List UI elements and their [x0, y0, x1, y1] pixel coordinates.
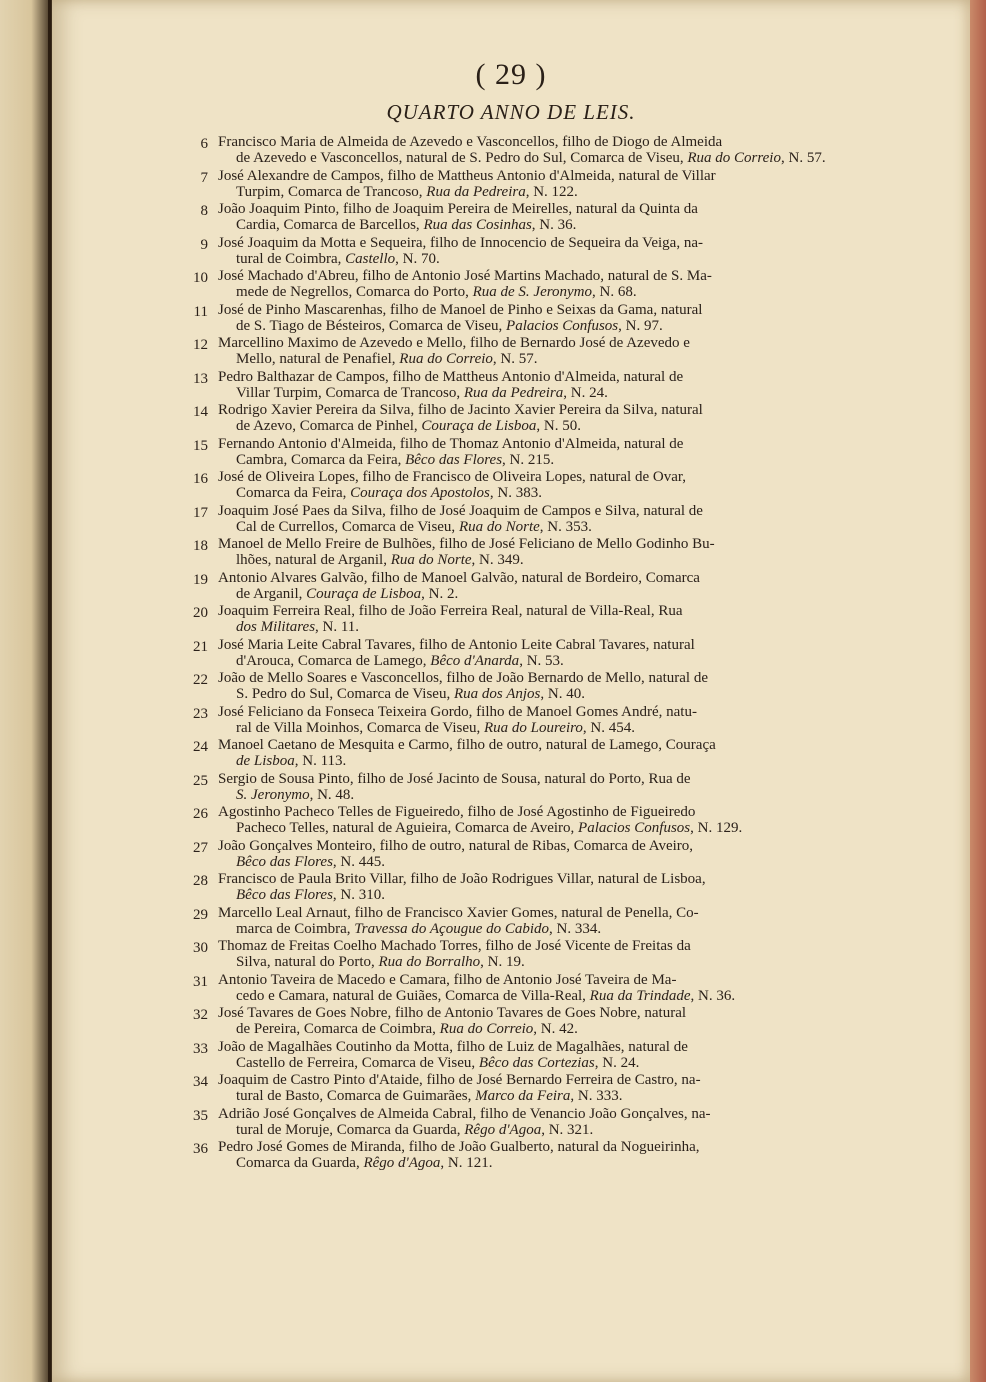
- entry-number: 28: [193, 873, 208, 889]
- entry-line-2-text: Cambra, Comarca da Feira,: [236, 451, 402, 468]
- entry-line-2-text: Cardia, Comarca de Barcellos,: [236, 217, 420, 233]
- entry-number: 9: [200, 236, 208, 253]
- entry-number: 27: [193, 839, 208, 856]
- entry-line-2-text: mede de Negrellos, Comarca do Porto,: [236, 284, 469, 300]
- entry-line-1: Francisco Maria de Almeida de Azevedo e Vasconcellos, filho de Diogo de Almeida: [218, 134, 723, 150]
- entry-line-2-text: Comarca da Feira,: [236, 485, 347, 501]
- entry-line-2-text: ral de Villa Moinhos, Comarca de Viseu,: [236, 719, 481, 736]
- entry-line-1: João Joaquim Pinto, filho de Joaquim Pereira de Meirelles, natural da Quinta da: [218, 201, 698, 217]
- entry-line-1: Pedro Balthazar de Campos, filho de Mattheus Antonio d'Almeida, natural de: [218, 368, 684, 385]
- entry-line-2: [236, 954, 812, 971]
- entry-address: Rua do Loureiro: [484, 719, 583, 736]
- entry-number: 30: [193, 940, 208, 956]
- entry-house-number: , N. 310.: [332, 887, 386, 903]
- list-item: [0, 603, 986, 637]
- entry-house-number: , N. 48.: [309, 786, 355, 803]
- entry-line-2-text: de S. Tiago de Bésteiros, Comarca de Viseu,: [236, 317, 503, 334]
- entry-line-1: Adrião José Gonçalves de Almeida Cabral, filho de Venancio João Gonçalves, na-: [218, 1105, 711, 1122]
- entry-line-1: Joaquim José Paes da Silva, filho de José Joaquim de Campos e Silva, natural de: [218, 502, 703, 519]
- list-item: [0, 771, 986, 805]
- entry-line-1: José Joaquim da Motta e Sequeira, filho de Innocencio de Sequeira da Veiga, na-: [218, 234, 703, 251]
- entry-line-2-text: de Pereira, Comarca de Coimbra,: [236, 1021, 436, 1037]
- entry-number: 19: [193, 571, 208, 588]
- list-item: [0, 670, 986, 704]
- entry-line-1: João de Magalhães Coutinho da Motta, filho de Luiz de Magalhães, natural de: [218, 1038, 688, 1055]
- entry-line-1: José Maria Leite Cabral Tavares, filho de Antonio Leite Cabral Tavares, natural: [218, 636, 695, 653]
- entry-line-2: [236, 418, 812, 435]
- entry-house-number: , N. 129.: [690, 820, 743, 836]
- entry-address: Rua da Trindade: [589, 987, 691, 1004]
- entry-house-number: , N. 24.: [563, 384, 608, 401]
- entry-address: Bêco das Flores: [405, 451, 503, 468]
- entry-line-1: Rodrigo Xavier Pereira da Silva, filho de Jacinto Xavier Pereira da Silva, natural: [218, 402, 703, 418]
- running-title: QUARTO ANNO DE LEIS.: [386, 100, 636, 124]
- entry-line-1: Fernando Antonio d'Almeida, filho de Thomaz Antonio d'Almeida, natural de: [218, 435, 684, 452]
- entry-line-2-text: Villar Turpim, Comarca de Trancoso,: [236, 384, 461, 401]
- entry-house-number: , N. 121.: [440, 1155, 493, 1171]
- entry-line-2-text: Pacheco Telles, natural de Aguieira, Comarca de Aveiro,: [236, 820, 575, 836]
- entry-line-2: [236, 251, 812, 268]
- entry-number: 35: [193, 1107, 208, 1124]
- entry-number: 8: [200, 203, 208, 219]
- entry-number: 24: [193, 739, 208, 755]
- entry-line-2: [236, 1055, 812, 1072]
- entry-number: 33: [193, 1040, 208, 1057]
- list-item: [0, 402, 986, 436]
- entry-line-1: João de Mello Soares e Vasconcellos, filho de João Bernardo de Mello, natural de: [218, 670, 709, 686]
- entry-number: 10: [193, 270, 208, 286]
- entry-house-number: , N. 36.: [690, 987, 736, 1004]
- entry-address: dos Militares: [236, 619, 316, 635]
- list-item: [0, 268, 986, 302]
- list-item: [0, 436, 986, 470]
- entry-house-number: , N. 445.: [332, 853, 386, 870]
- entry-address: Marco da Feira: [475, 1088, 571, 1104]
- entry-house-number: , N. 353.: [539, 518, 592, 535]
- entry-address: Rua dos Anjos: [453, 686, 541, 702]
- entry-line-2: [236, 452, 812, 469]
- entry-number: 34: [193, 1074, 208, 1090]
- entry-address: Bêco das Flores: [236, 853, 333, 870]
- entry-address: Rua da Pedreira: [463, 384, 564, 401]
- entry-line-2: [236, 284, 812, 301]
- entry-line-2: [236, 820, 812, 837]
- entry-number: 17: [193, 504, 208, 521]
- entries-list: [0, 134, 986, 1173]
- entry-line-1: Sergio de Sousa Pinto, filho de José Jacinto de Sousa, natural do Porto, Rua de: [218, 770, 691, 787]
- list-item: [0, 134, 986, 168]
- entry-number: 13: [193, 370, 208, 387]
- entry-line-2-text: tural de Coimbra,: [236, 250, 342, 267]
- entry-line-1: Antonio Taveira de Macedo e Camara, filho de Antonio José Taveira de Ma-: [218, 971, 677, 988]
- list-item: [0, 637, 986, 671]
- list-item: [0, 536, 986, 570]
- list-item: [0, 1139, 986, 1173]
- entry-house-number: , N. 122.: [525, 183, 578, 200]
- entry-line-2-text: tural de Moruje, Comarca da Guarda,: [236, 1121, 461, 1138]
- entry-number: 12: [193, 337, 208, 353]
- entry-line-2: [236, 586, 812, 603]
- entry-line-2-text: Mello, natural de Penafiel,: [236, 351, 396, 367]
- entry-house-number: , N. 321.: [541, 1121, 594, 1138]
- entry-address: Rua das Cosinhas: [423, 217, 532, 233]
- entry-house-number: , N. 2.: [421, 585, 459, 602]
- entry-line-1: José de Pinho Mascarenhas, filho de Manoel de Pinho e Seixas da Gama, natural: [218, 301, 703, 318]
- entry-line-2: [236, 318, 812, 335]
- entry-house-number: , N. 333.: [570, 1088, 623, 1104]
- entry-address: Bêco d'Anarda: [430, 652, 520, 669]
- entry-number: 32: [193, 1007, 208, 1023]
- entry-address: Rua de S. Jeronymo: [472, 284, 593, 300]
- list-item: [0, 168, 986, 202]
- entry-house-number: , N. 334.: [549, 920, 602, 937]
- entry-line-2: [236, 921, 812, 938]
- entry-house-number: , N. 42.: [533, 1021, 578, 1037]
- list-item: [0, 838, 986, 872]
- entry-line-2-text: marca de Coimbra,: [236, 920, 351, 937]
- entry-number: 26: [193, 806, 208, 822]
- entry-number: 21: [193, 638, 208, 655]
- entry-line-1: Agostinho Pacheco Telles de Figueiredo, filho de José Agostinho de Figueiredo: [218, 804, 696, 820]
- list-item: [0, 804, 986, 838]
- list-item: [0, 1072, 986, 1106]
- entry-address: Rua do Norte: [458, 518, 540, 535]
- entry-number: 25: [193, 772, 208, 789]
- entry-line-1: João Gonçalves Monteiro, filho de outro, natural de Ribas, Comarca de Aveiro,: [218, 837, 694, 854]
- entry-line-2: [236, 787, 812, 804]
- entry-line-1: Marcellino Maximo de Azevedo e Mello, filho de Bernardo José de Azevedo e: [218, 335, 690, 351]
- list-item: [0, 871, 986, 905]
- entry-number: 20: [193, 605, 208, 621]
- entry-line-2: [236, 1122, 812, 1139]
- entry-line-1: Manoel Caetano de Mesquita e Carmo, filho de outro, natural de Lamego, Couraça: [218, 737, 716, 753]
- entry-house-number: , N. 68.: [592, 284, 637, 300]
- entry-address: Rua do Correio: [439, 1021, 534, 1037]
- entry-number: 11: [193, 303, 208, 320]
- entry-house-number: , N. 50.: [536, 418, 581, 434]
- entry-number: 16: [193, 471, 208, 487]
- list-item: [0, 503, 986, 537]
- entry-address: S. Jeronymo: [236, 786, 310, 803]
- list-item: [0, 938, 986, 972]
- entry-address: Couraça dos Apostolos: [350, 485, 490, 501]
- entry-line-2: [236, 552, 812, 569]
- entry-line-2: [236, 1088, 812, 1105]
- page-number: ( 29 ): [475, 58, 547, 91]
- entry-house-number: , N. 97.: [618, 317, 663, 334]
- entry-number: 36: [193, 1141, 208, 1157]
- entry-line-2-text: lhões, natural de Arganil,: [236, 552, 387, 568]
- list-item: [0, 737, 986, 771]
- entry-number: 15: [193, 437, 208, 454]
- entry-line-2-text: S. Pedro do Sul, Comarca de Viseu,: [236, 686, 451, 702]
- entry-house-number: , N. 36.: [531, 217, 577, 233]
- entry-house-number: , N. 113.: [294, 753, 347, 769]
- entry-number: 22: [193, 672, 208, 688]
- list-item: [0, 1106, 986, 1140]
- entry-house-number: , N. 40.: [540, 686, 585, 702]
- entry-address: Rêgo d'Agoa: [464, 1121, 542, 1138]
- entry-line-2: [236, 720, 812, 737]
- entry-line-1: Manoel de Mello Freire de Bulhões, filho de José Feliciano de Mello Godinho Bu-: [218, 536, 715, 552]
- entry-number: 18: [193, 538, 208, 554]
- entry-address: Bêco das Cortezias: [478, 1054, 595, 1071]
- entry-line-2: [236, 385, 812, 402]
- entry-address: Rua do Norte: [390, 552, 472, 568]
- list-item: [0, 1039, 986, 1073]
- entry-line-1: José Alexandre de Campos, filho de Mattheus Antonio d'Almeida, natural de Villar: [218, 167, 716, 184]
- entry-address: Rua da Pedreira: [426, 183, 526, 200]
- entry-line-2: [236, 988, 812, 1005]
- list-item: [0, 369, 986, 403]
- entry-line-2-text: Turpim, Comarca de Trancoso,: [236, 183, 423, 200]
- entry-line-2-text: Cal de Currellos, Comarca de Viseu,: [236, 518, 456, 535]
- entry-line-2: [236, 184, 812, 201]
- entry-address: Bêco das Flores: [236, 887, 333, 903]
- entry-address: Rua do Correio: [687, 150, 781, 166]
- entry-number: 7: [200, 169, 208, 186]
- entry-house-number: , N. 57.: [492, 351, 538, 367]
- entry-address: Rua do Correio: [399, 351, 493, 367]
- entry-line-1: Francisco de Paula Brito Villar, filho de João Rodrigues Villar, natural de Lisboa,: [218, 871, 706, 887]
- entry-line-2: [236, 1155, 812, 1172]
- entry-line-2-text: cedo e Camara, natural de Guiães, Comarca de Villa-Real,: [236, 987, 586, 1004]
- entry-address: Couraça de Lisboa: [306, 585, 422, 602]
- entry-line-2-text: de Azevo, Comarca de Pinhel,: [236, 418, 418, 434]
- entry-line-2: [236, 150, 826, 167]
- entry-house-number: , N. 383.: [489, 485, 542, 501]
- entry-address: Palacios Confusos: [506, 317, 619, 334]
- entry-line-2-text: de Azevedo e Vasconcellos, natural de S. Pedro do Sul, Comarca de Viseu,: [236, 150, 684, 166]
- entry-line-2-text: Comarca da Guarda,: [236, 1155, 360, 1171]
- list-item: [0, 235, 986, 269]
- entry-line-1: José Machado d'Abreu, filho de Antonio José Martins Machado, natural de S. Ma-: [218, 268, 712, 284]
- entry-house-number: , N. 19.: [480, 954, 525, 970]
- entry-line-2: [236, 854, 812, 871]
- entry-house-number: , N. 24.: [594, 1054, 640, 1071]
- entry-number: 23: [193, 705, 208, 722]
- entry-line-1: Antonio Alvares Galvão, filho de Manoel Galvão, natural de Bordeiro, Comarca: [218, 569, 700, 586]
- entry-line-2: [236, 217, 812, 234]
- entry-house-number: , N. 215.: [502, 451, 555, 468]
- entry-line-2: [236, 753, 812, 770]
- entry-address: Castello: [345, 250, 396, 267]
- entry-line-2: [236, 619, 812, 636]
- list-item: [0, 570, 986, 604]
- entry-house-number: , N. 349.: [471, 552, 524, 568]
- entry-address: Rua do Borralho: [378, 954, 481, 970]
- list-item: [0, 201, 986, 235]
- list-item: [0, 335, 986, 369]
- list-item: [0, 302, 986, 336]
- entry-line-2: [236, 653, 812, 670]
- entry-line-1: Pedro José Gomes de Miranda, filho de João Gualberto, natural da Nogueirinha,: [218, 1139, 700, 1155]
- entry-line-2: [236, 351, 812, 368]
- entry-address: Travessa do Açougue do Cabido: [354, 920, 550, 937]
- entry-line-2: [236, 686, 812, 703]
- entry-line-2-text: d'Arouca, Comarca de Lamego,: [236, 652, 427, 669]
- entry-house-number: , N. 53.: [519, 652, 564, 669]
- entry-line-2-text: tural de Basto, Comarca de Guimarães,: [236, 1088, 472, 1104]
- entry-house-number: , N. 454.: [582, 719, 636, 736]
- entry-line-1: José Tavares de Goes Nobre, filho de Antonio Tavares de Goes Nobre, natural: [218, 1005, 687, 1021]
- entry-line-2: [236, 887, 812, 904]
- list-item: [0, 972, 986, 1006]
- entry-line-1: José de Oliveira Lopes, filho de Francisco de Oliveira Lopes, natural de Ovar,: [218, 469, 686, 485]
- entry-number: 6: [200, 136, 208, 152]
- list-item: [0, 704, 986, 738]
- entry-line-1: José Feliciano da Fonseca Teixeira Gordo, filho de Manoel Gomes André, natu-: [218, 703, 697, 720]
- entry-line-1: Joaquim Ferreira Real, filho de João Ferreira Real, natural de Villa-Real, Rua: [218, 603, 683, 619]
- entry-house-number: , N. 57.: [780, 150, 826, 166]
- list-item: [0, 469, 986, 503]
- entry-house-number: , N. 70.: [395, 250, 440, 267]
- list-item: [0, 905, 986, 939]
- entry-address: de Lisboa: [236, 753, 295, 769]
- entry-line-2: [236, 1021, 812, 1038]
- entry-line-2: [236, 485, 812, 502]
- entry-line-1: Marcello Leal Arnaut, filho de Francisco Xavier Gomes, natural de Penella, Co-: [218, 904, 699, 921]
- entry-line-1: Thomaz de Freitas Coelho Machado Torres, filho de José Vicente de Freitas da: [218, 938, 691, 954]
- entry-address: Rêgo d'Agoa: [363, 1155, 441, 1171]
- entry-address: Palacios Confusos: [578, 820, 691, 836]
- entry-line-2-text: Silva, natural do Porto,: [236, 954, 375, 970]
- entry-line-2: [236, 519, 812, 536]
- entry-line-2-text: Castello de Ferreira, Comarca de Viseu,: [236, 1054, 476, 1071]
- entry-line-2-text: de Arganil,: [236, 585, 303, 602]
- list-item: [0, 1005, 986, 1039]
- entry-line-1: Joaquim de Castro Pinto d'Ataide, filho de José Bernardo Ferreira de Castro, na-: [218, 1072, 701, 1088]
- entry-number: 14: [193, 404, 208, 420]
- entry-number: 29: [193, 906, 208, 923]
- entry-address: Couraça de Lisboa: [421, 418, 537, 434]
- entry-number: 31: [193, 973, 208, 990]
- entry-house-number: , N. 11.: [315, 619, 360, 635]
